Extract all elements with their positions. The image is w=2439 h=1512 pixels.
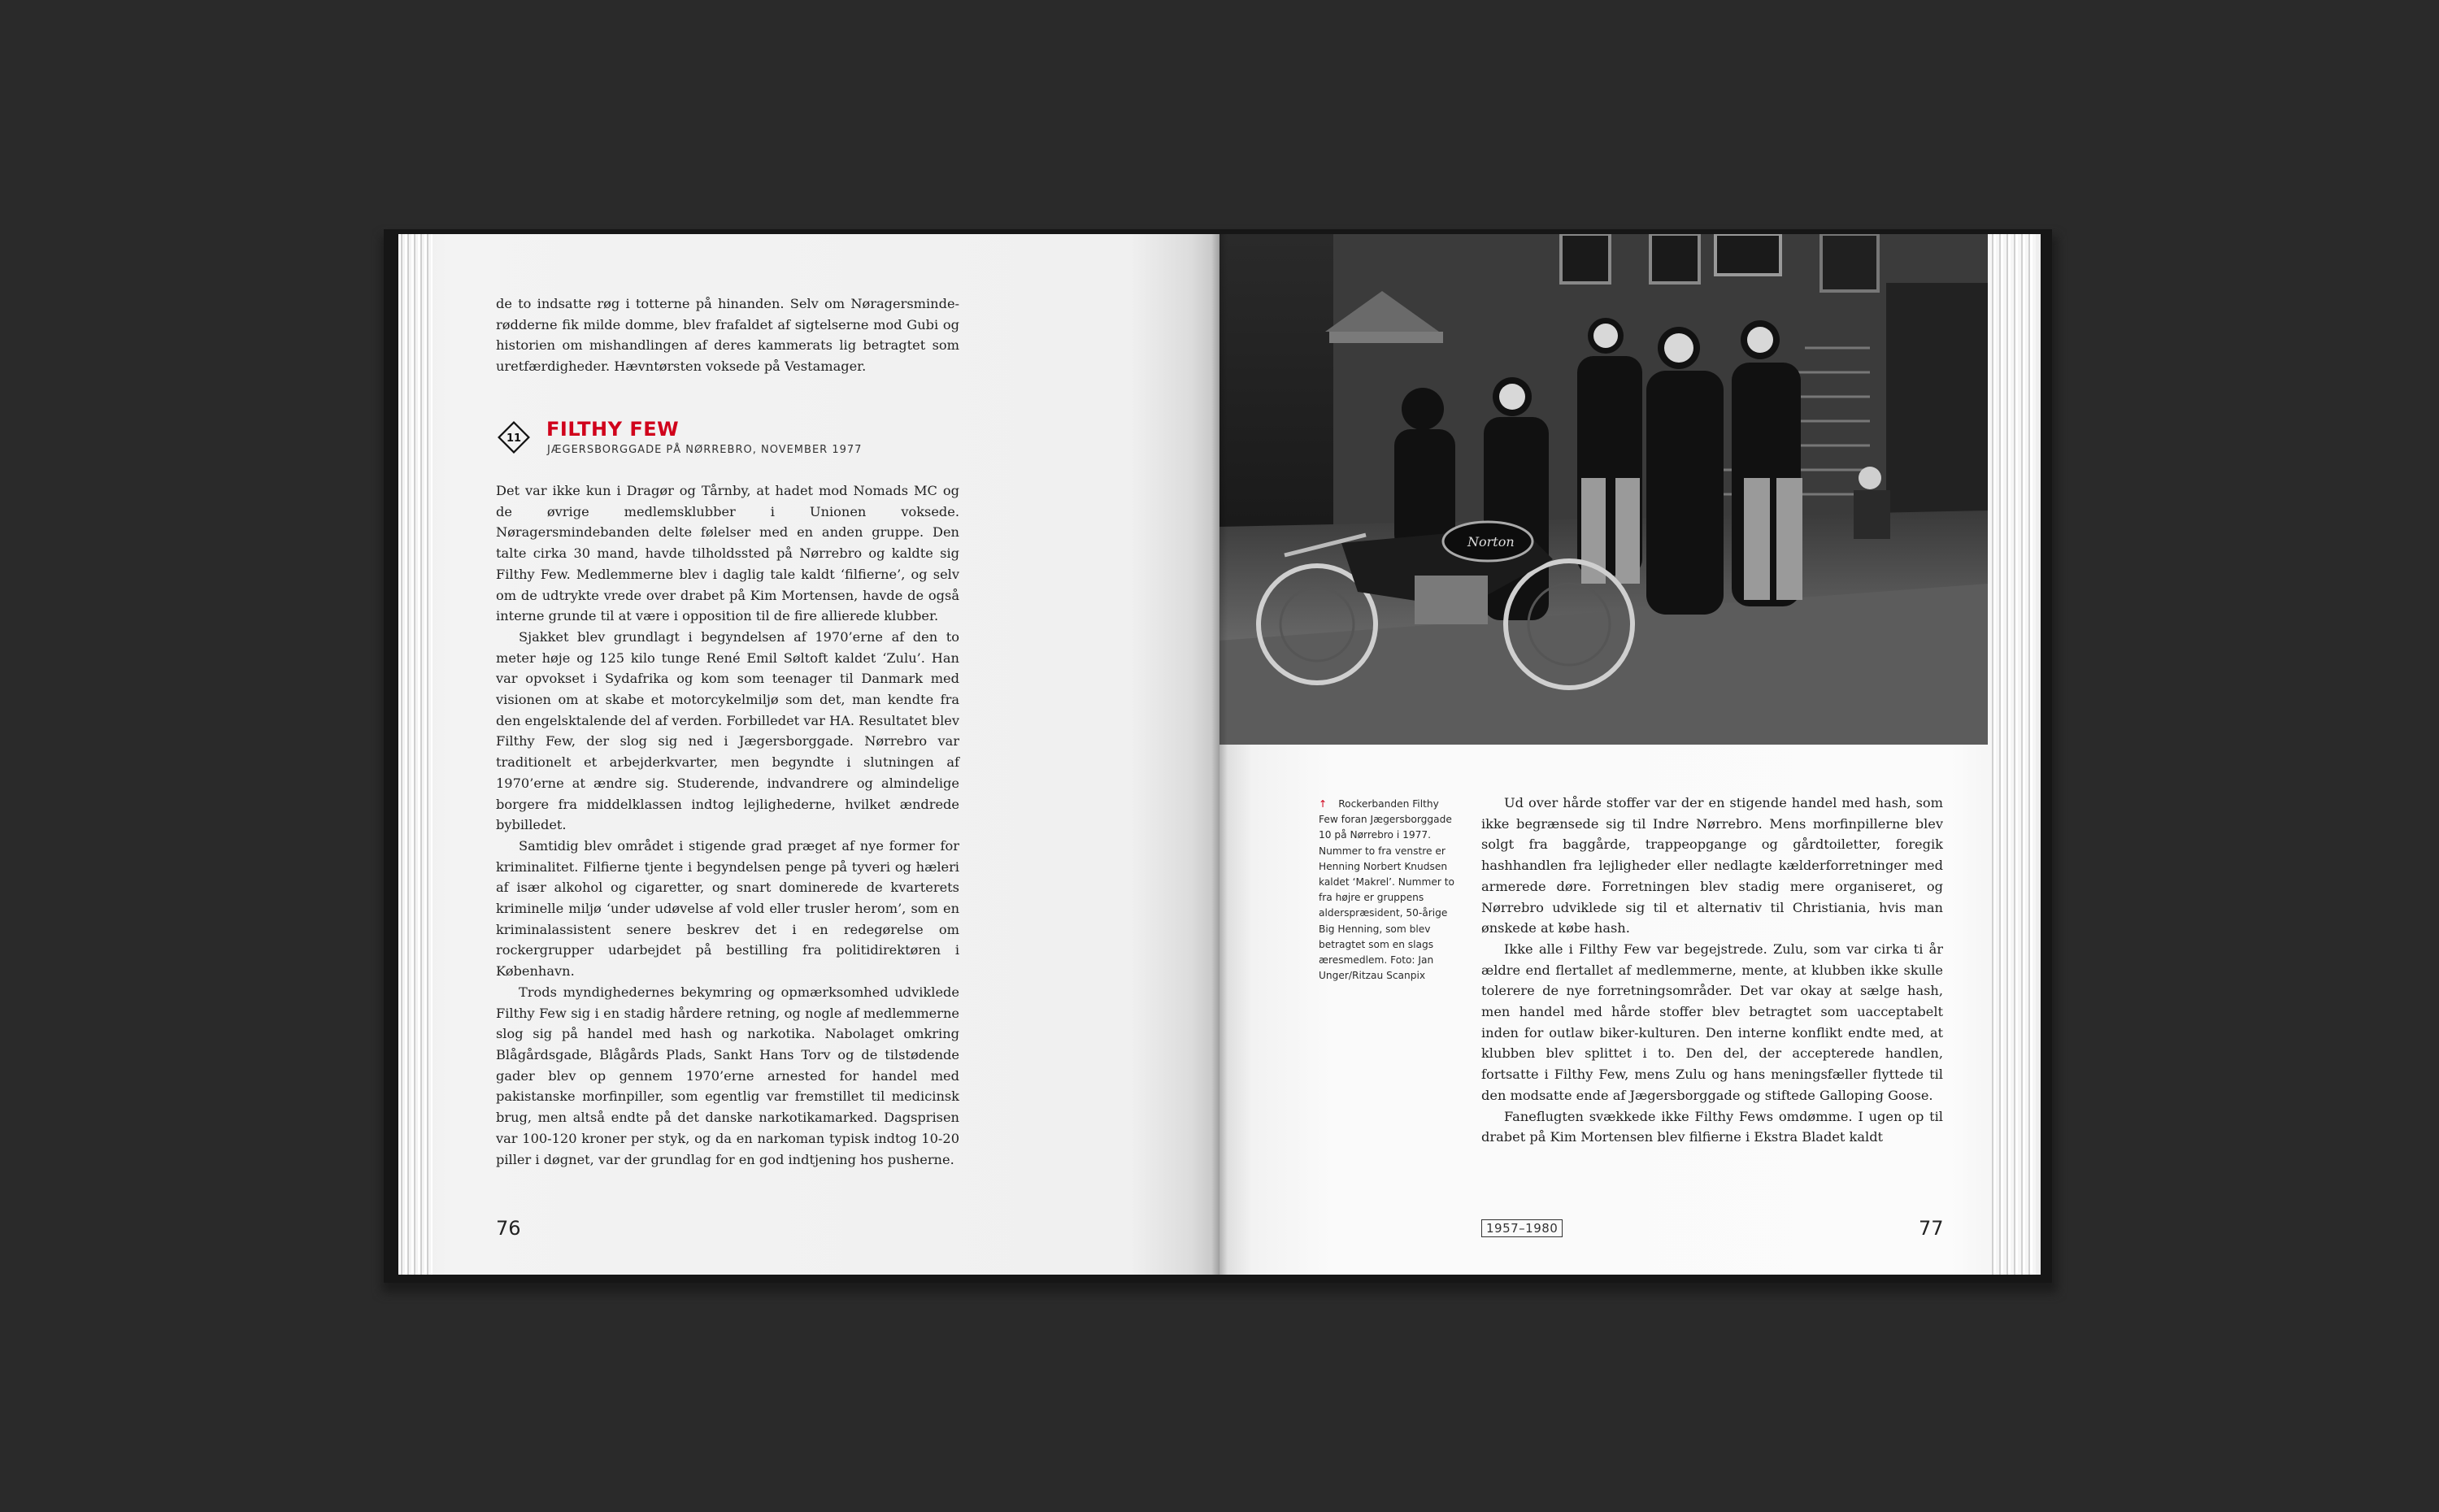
caption-arrow-icon: ↑ xyxy=(1319,798,1328,810)
paragraph: Faneflugten svækkede ikke Filthy Fews omdømme. I ugen op til drabet på Kim Mortensen blev filfierne i Ekstra Bladet kaldt xyxy=(1481,1108,1943,1145)
photo-caption xyxy=(1319,797,1455,984)
paragraph: Samtidig blev området i stigende grad præget af nye former for kriminalitet. Filfierne tjente i begyndelsen penge på tyveri og hæleri af især alkohol og cigaretter, og snart dominerede de kvarterets kriminelle miljø ‘under udøvelse af vold eller trusler herom’, som en kriminalassistent senere beskrev det i en redegørelse om rockergrupper udarbejdet på bestilling fra politidirektøren i København. xyxy=(496,837,959,980)
intro-paragraph: de to indsatte røg i totterne på hinanden. Selv om Nøragersminde-rødderne fik milde domme, blev frafaldet af sigtelserne mod Gubi og historien om mishandlingen af deres kammerats lig betragtet som uretfærdigheder. Hævntørsten voksede på Vestamager. xyxy=(496,296,959,375)
black-and-white-photo xyxy=(1220,234,1988,745)
photo-sign: Norton xyxy=(1467,534,1515,550)
page-number-left: 76 xyxy=(496,1217,521,1240)
section-number: 11 xyxy=(506,432,522,445)
section-title: FILTHY FEW xyxy=(546,418,680,441)
paragraph: Ikke alle i Filthy Few var begejstrede. Zulu, som var cirka ti år ældre end flertallet af medlemmerne, mente, at klubben ikke skulle tolerere de nye forretningsområder. Det var okay at sælge hash, men handel med hårde stoffer blev betragtet som uacceptabelt inden for outlaw biker-kulturen. Den interne konflikt endte med, at klubben blev splittet i to. Den del, der accepterede handlen, fortsatte i Filthy Few, mens Zulu og hans meningsfæller flyttede til den modsatte ende af Jægersborggade og stiftede Galloping Goose. xyxy=(1481,941,1943,1103)
left-page-edges xyxy=(398,234,433,1275)
right-page-edges xyxy=(1989,234,2036,1275)
paragraph: Trods myndighedernes bekymring og opmærksomhed udviklede Filthy Few sig i en stadig hårdere retning, og nogle af medlemmerne slog sig på handel med hash og narkotika. Nabolaget omkring Blågårdsgade, Blågårds Plads, Sankt Hans Torv og de tilstødende gader blev op gennem 1970’erne arnested for handel med pakistanske morfinpiller, som egentlig var fremstillet til medicinsk brug, men altså endte på det danske narkotikamarked. Dagsprisen var 100-120 kroner per styk, og da en narkoman typisk indtog 10-20 piller i døgnet, var der grundlag for en god indtjening hos pusherne. xyxy=(496,984,959,1167)
paragraph: Sjakket blev grundlagt i begyndelsen af 1970’erne af den to meter høje og 125 kilo tunge René Emil Søltoft kaldet ‘Zulu’. Han var opvokset i Sydafrika og kom som teenager til Danmark med visionen om at skabe et motorcykelmiljø som det, man kendte fra den engelsktalende del af verden. Forbilledet var HA. Resultatet blev Filthy Few, der slog sig ned i Jægersborggade. Nørrebro var traditionelt et arbejderkvarter, men begyndte i slutningen af 1970’erne at ændre sig. Studerende, indvandrere og almindelige borgere fra middelklassen indtog lejlighederne, hvilket ændrede bybilledet. xyxy=(496,628,959,833)
era-label: 1957–1980 xyxy=(1481,1219,1563,1237)
paragraph: Ud over hårde stoffer var der en stigende handel med hash, som ikke begrænsede sig til Indre Nørrebro. Mens morfinpillerne blev solgt fra baggårde, trappeopgange og gårdtoiletter, foregik hashhandlen fra lejligheder eller nedlagte kælderforretninger med armerede døre. Forretningen blev stadig mere organiseret, og Nørrebro udviklede sig til et alternativ til Christiania, hvis man ønskede at købe hash. xyxy=(1481,795,1943,936)
section-subtitle: JÆGERSBORGGADE PÅ NØRREBRO, NOVEMBER 1977 xyxy=(547,444,863,456)
right-body-text xyxy=(1481,793,1943,1148)
left-body-text xyxy=(496,480,959,1170)
page-number-right: 77 xyxy=(1919,1217,1944,1240)
section-number-badge xyxy=(498,421,530,454)
book-spine-shadow xyxy=(1211,234,1228,1275)
paragraph: Det var ikke kun i Dragør og Tårnby, at hadet mod Nomads MC og de øvrige medlemsklubber i Unionen voksede. Nøragersmindebanden delte følelser med en anden gruppe. Den talte cirka 30 mand, havde tilholdssted på Nørrebro og kaldte sig Filthy Few. Medlemmerne blev i daglig tale kaldt ‘filfierne’, og selv om de udtrykte vrede over drabet på Kim Mortensen, havde de også interne grunde til at være i opposition til de fire allierede klubber. xyxy=(496,483,959,624)
caption-text: Rockerbanden Filthy Few foran Jægersborggade 10 på Nørrebro i 1977. Nummer to fra venstre er Henning Norbert Knudsen kaldet ‘Makrel’. Nummer to fra højre er gruppens alderspræsident, 50-årige Big Henning, som blev betragtet som en slags æresmedlem. Foto: Jan Unger/Ritzau Scanpix xyxy=(1319,798,1454,982)
